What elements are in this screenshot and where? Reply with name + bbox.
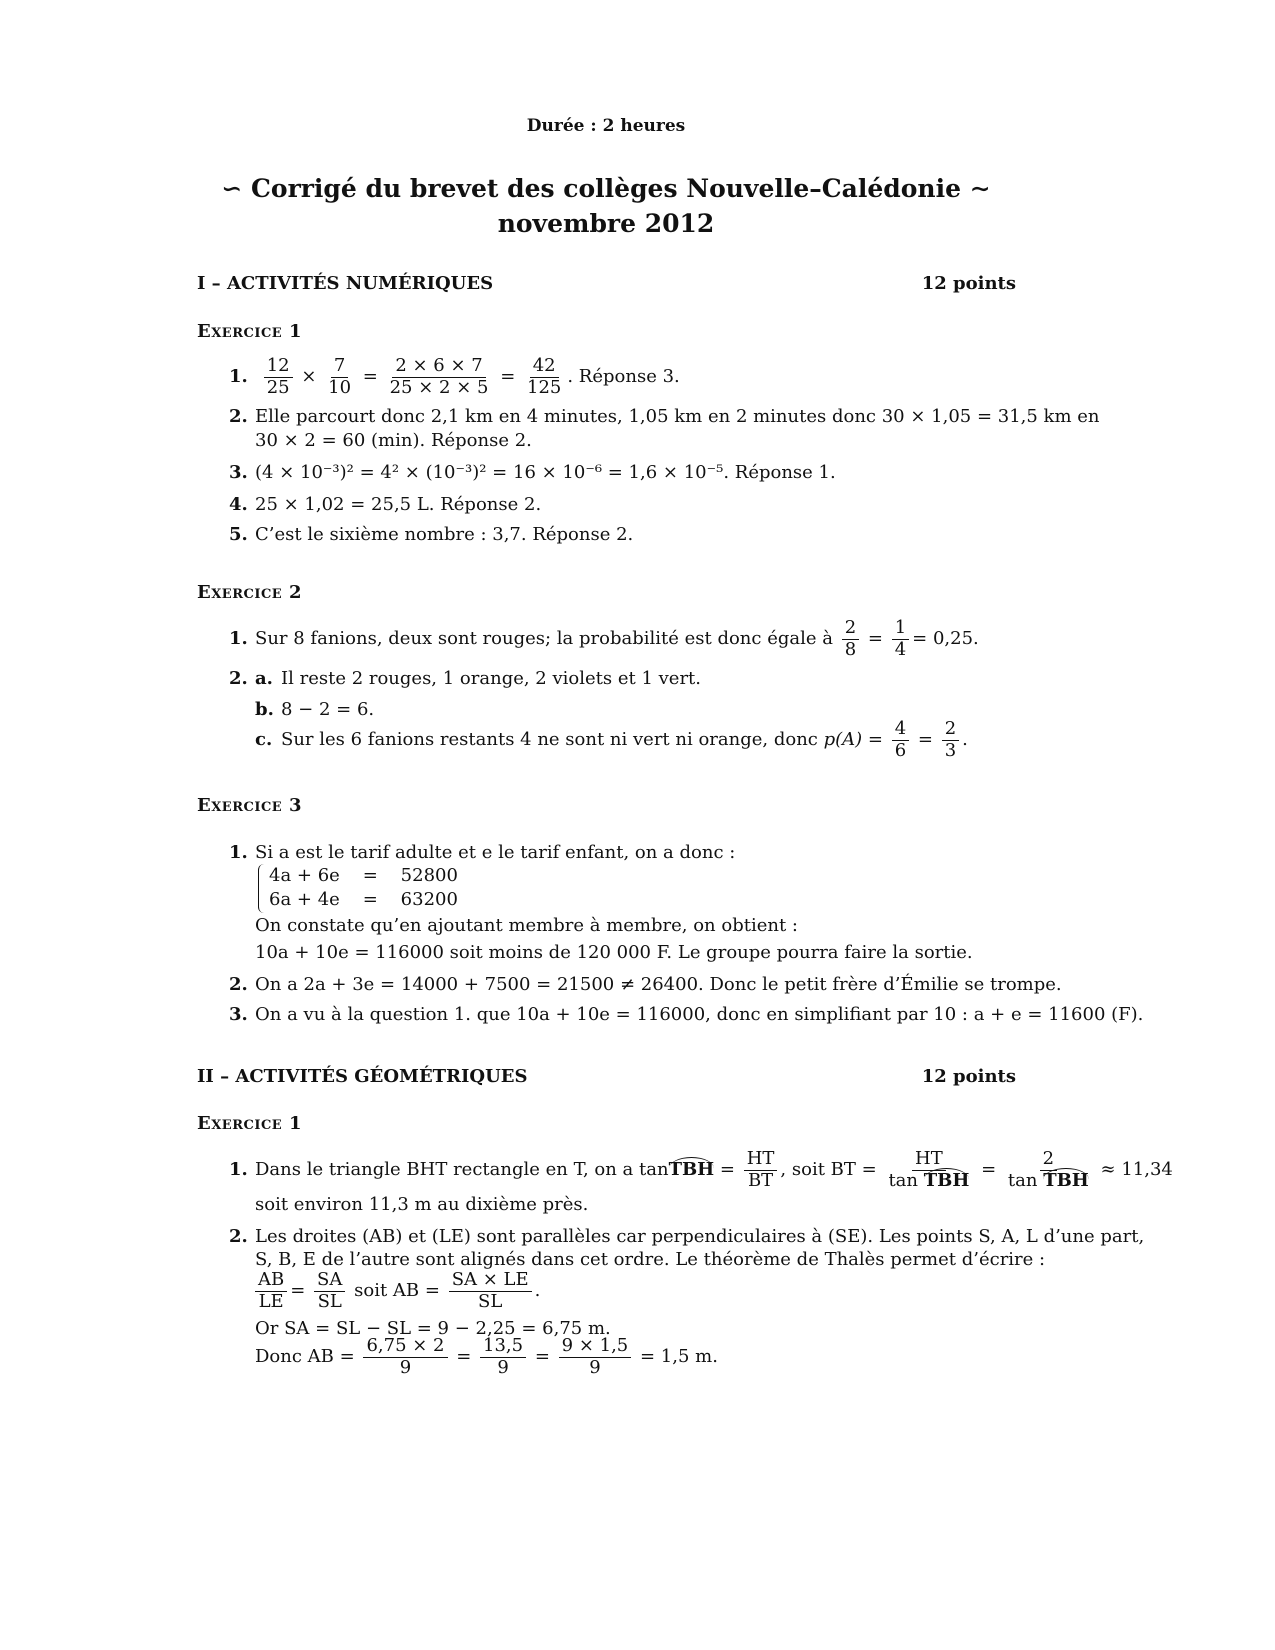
geo-ex1-q1-l2: soit environ 11,3 m au dixième près. — [255, 1194, 589, 1215]
ex3-q1: 1. Si a est le tarif adulte et e le tarif enfant, on a donc : — [229, 842, 736, 863]
ex2-q2a: 2. a. Il reste 2 rouges, 1 orange, 2 violets et 1 vert. — [229, 668, 702, 689]
title-line2: novembre 2012 — [497, 209, 715, 238]
exercise3-title: Exercice 3 — [197, 795, 302, 816]
ex3-q2: 2. On a 2a + 3e = 14000 + 7500 = 21500 ≠ 26400. Donc le petit frère d’Émilie se trompe. — [229, 974, 1062, 995]
section1-points: 12 points — [921, 273, 1016, 294]
exercise1-title: Exercice 1 — [197, 321, 302, 342]
ex2-q2c: c. Sur les 6 fanions restants 4 ne sont ni vert ni orange, donc p(A) = $\frac{4}{6}$ = $\frac{2}{3}$ . — [255, 718, 968, 761]
ornament-left-icon: ∽ — [221, 174, 243, 203]
page-title — [0, 172, 1212, 206]
geo-ex1-q2-l4: Or SA = SL − SL = 9 − 2,25 = 6,75 m. — [255, 1318, 611, 1339]
ex3-system: 4a + 6e = 52800 6a + 4e = 63200 — [258, 864, 458, 913]
ex2-q2b: b. 8 − 2 = 6. — [255, 699, 375, 720]
ex3-q1-l1: On constate qu’en ajoutant membre à membre, on obtient : — [255, 915, 798, 936]
ex1-q1: 1. $\frac{12}{25}$ × $\frac{7}{10}$ = $\frac{2 \times 6 \times 7}{25 \times 2 \times 5}$ = $\frac{42}{125}$ . Réponse 3. — [229, 355, 680, 398]
section1-title: I – ACTIVITÉS NUMÉRIQUES — [197, 273, 494, 294]
ex1-q5: 5. C’est le sixième nombre : 3,7. Réponse 2. — [229, 524, 634, 545]
ex1-q2-line2: 30 × 2 = 60 (min). Réponse 2. — [255, 430, 532, 451]
section2-title: II – ACTIVITÉS GÉOMÉTRIQUES — [197, 1066, 528, 1087]
title-line1: Corrigé du brevet des collèges Nouvelle–Calédonie — [251, 174, 961, 203]
geo-ex1-q2-donc: Donc AB = $\frac{6,75 \times 2}{9}$ = $\frac{13,5}{9}$ = $\frac{9 \times 1,5}{9}$ = 1,5 m. — [255, 1335, 718, 1378]
exercise2-title: Exercice 2 — [197, 582, 302, 603]
geo-exercise1-title: Exercice 1 — [197, 1113, 302, 1134]
geo-ex1-q1: 1. Dans le triangle BHT rectangle en T, on a tanTBH = $\frac{HT}{BT}$ , soit BT = $\frac{HT}{\text{tan TBH}}$ = $\frac{2}{\text{tan TBH}}$ ≈ 11,34 — [229, 1148, 1173, 1191]
duration: Durée : 2 heures — [526, 116, 686, 136]
geo-ex1-q2-l2: S, B, E de l’autre sont alignés dans cet ordre. Le théorème de Thalès permet d’écrire : — [255, 1249, 1046, 1270]
ex3-q3: 3. On a vu à la question 1. que 10a + 10e = 116000, donc en simplifiant par 10 : a + e = 11600 (F). — [229, 1004, 1144, 1025]
ex3-q1-l2: 10a + 10e = 116000 soit moins de 120 000 F. Le groupe pourra faire la sortie. — [255, 942, 973, 963]
geo-ex1-q2: 2. Les droites (AB) et (LE) sont parallèles car perpendiculaires à (SE). Les points S, A, L d’une part, — [229, 1226, 1145, 1247]
ex1-q4: 4. 25 × 1,02 = 25,5 L. Réponse 2. — [229, 494, 542, 515]
ex2-q1: 1. Sur 8 fanions, deux sont rouges; la probabilité est donc égale à $\frac{2}{8}$ = $\frac{1}{4}$ = 0,25. — [229, 617, 979, 660]
ornament-right-icon: ∼ — [969, 174, 991, 203]
ex1-q2: 2. Elle parcourt donc 2,1 km en 4 minutes, 1,05 km en 2 minutes donc 30 × 1,05 = 31,5 km en — [229, 406, 1100, 427]
ex1-q3: 3. (4 × 10⁻³)² = 4² × (10⁻³)² = 16 × 10⁻⁶ = 1,6 × 10⁻⁵. Réponse 1. — [229, 462, 836, 483]
section2-points: 12 points — [921, 1066, 1016, 1087]
geo-ex1-thales: $\frac{AB}{LE}$ = $\frac{SA}{SL}$ soit AB = $\frac{SA \times LE}{SL}$ . — [252, 1270, 540, 1312]
